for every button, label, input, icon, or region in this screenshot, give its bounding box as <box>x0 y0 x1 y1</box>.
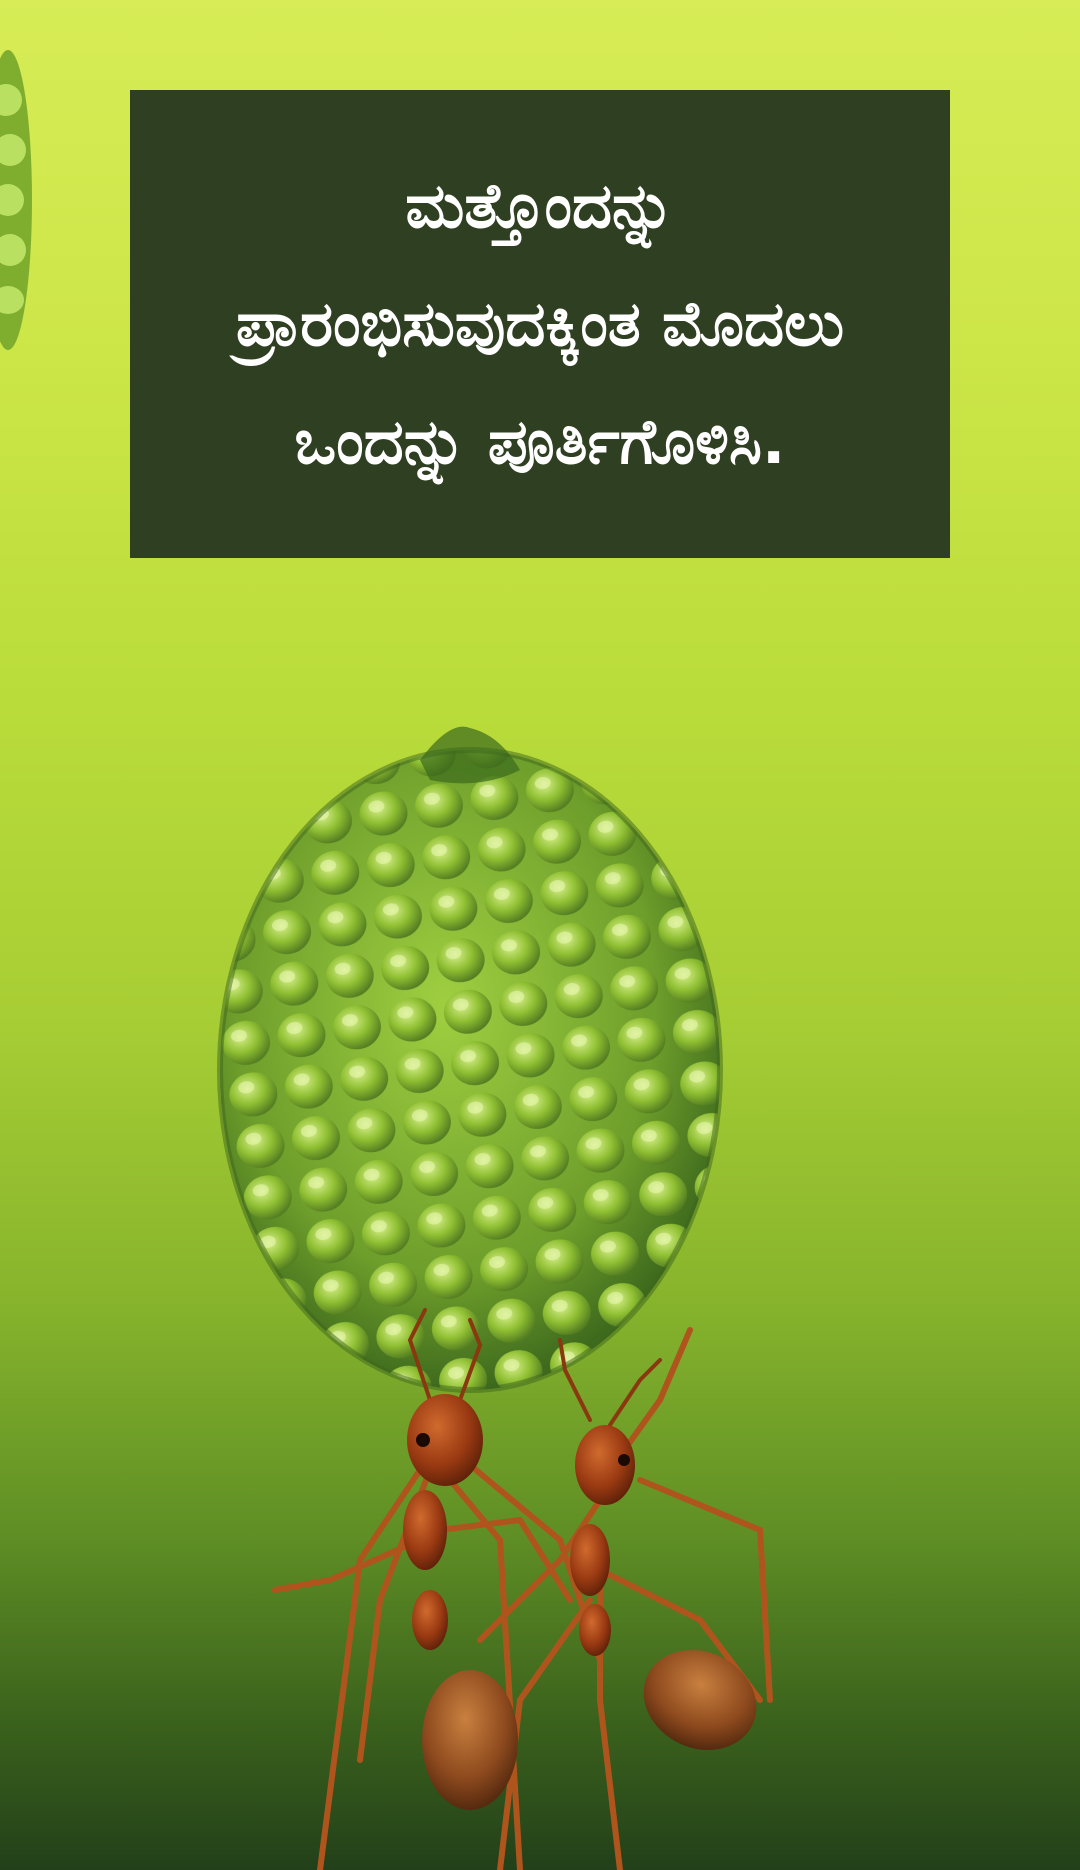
ants <box>275 1310 773 1870</box>
left-edge-seed <box>0 50 32 350</box>
green-seed-pod <box>157 706 786 1455</box>
quote-line-1: ಮತ್ತೊಂದನ್ನು <box>405 169 675 242</box>
quote-box <box>130 90 950 558</box>
quote-line-2: ಪ್ರಾರಂಭಿಸುವುದಕ್ಕಿಂತ ಮೊದಲು <box>235 287 845 360</box>
quote-line-3: ಒಂದನ್ನು ಪೂರ್ತಿಗೊಳಿಸಿ. <box>294 405 786 478</box>
